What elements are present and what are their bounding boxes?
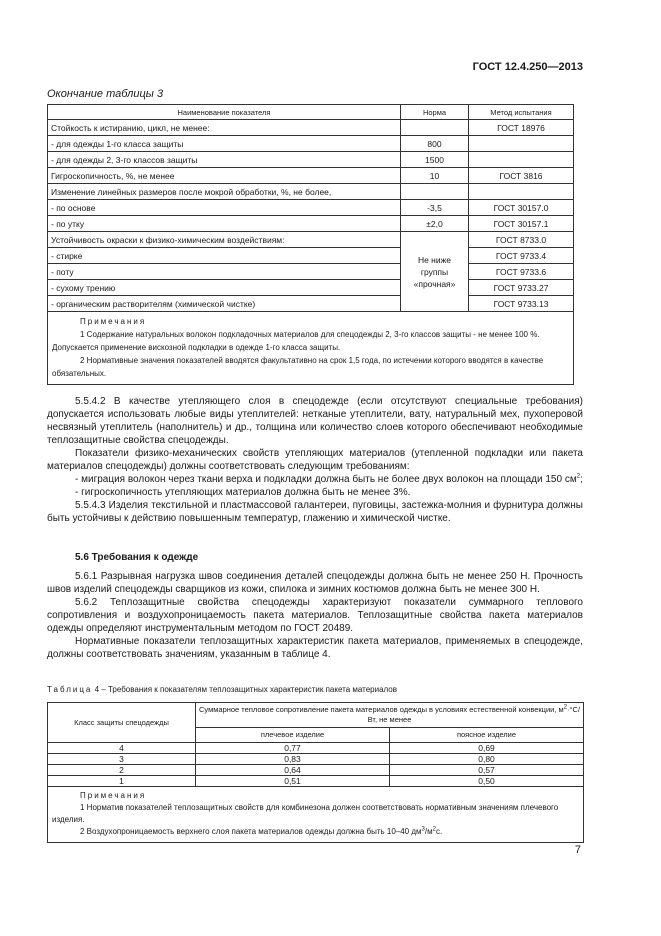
table3-notes-row xyxy=(48,312,574,385)
table-cell: Изменение линейных размеров после мокрой обработки, %, не более, xyxy=(48,184,401,200)
table4-col-waist: поясное изделие xyxy=(390,728,584,743)
paragraph: Нормативные показатели теплозащитных характеристик пакета материалов, применяемых в спецодежде, должны соответствовать значениям, указанным в таблице 4. xyxy=(47,636,583,660)
page-number: 7 xyxy=(574,844,581,856)
paragraph: 5.6.1 Разрывная нагрузка швов соединения деталей спецодежды должна быть не менее 250 Н. Прочность швов изделий спецодежды сварщиков из кожи, спилока и зимних костюмов должна быть не менее 300 Н. xyxy=(47,571,583,595)
table-row xyxy=(48,743,584,754)
table-row xyxy=(48,776,584,787)
table-cell: 1 xyxy=(48,776,196,787)
header-text: Суммарное тепловое сопротивление пакета материалов одежды в условиях естественной конвекции, м xyxy=(199,705,564,714)
table-row xyxy=(48,754,584,765)
note-1: 1 Норматив показателей теплозащитных свойств для комбинезона должен соответствовать нормативным значениям плечевого изделия. xyxy=(52,803,559,824)
section-heading: 5.6 Требования к одежде xyxy=(75,552,199,563)
header-text: ·°С/Вт, не менее xyxy=(367,705,581,724)
table-row xyxy=(48,765,584,776)
note-1: 1 Содержание натуральных волокон подкладочных материалов для спецодежды 2, 3-го классов защиты - не менее 100 %. Допускается применение вискозной подкладки в одежде 1-го класса защиты. xyxy=(52,330,540,352)
table-cell: ГОСТ 3816 xyxy=(469,168,574,184)
paragraph-text: ; xyxy=(580,474,583,485)
table-cell: 0,50 xyxy=(390,776,584,787)
table-row xyxy=(48,168,574,184)
table-cell xyxy=(469,136,574,152)
table3-caption: Окончание таблицы 3 xyxy=(47,88,164,100)
table-cell xyxy=(469,152,574,168)
table-cell: - по основе xyxy=(48,200,401,216)
body-text-upper xyxy=(47,395,583,525)
table-cell: 2 xyxy=(48,765,196,776)
superscript: 3 xyxy=(421,826,425,833)
table-3 xyxy=(47,104,574,385)
table4-header-row xyxy=(48,703,584,728)
table-cell: Гигроскопичность, %, не менее xyxy=(48,168,401,184)
table-row xyxy=(48,248,574,264)
table-row xyxy=(48,184,574,200)
table3-col-method: Метод испытания xyxy=(469,105,574,120)
table-cell: 1500 xyxy=(401,152,469,168)
table-cell: ГОСТ 9733.6 xyxy=(469,264,574,280)
table3-notes xyxy=(48,312,574,385)
table-cell: 0,77 xyxy=(196,743,390,754)
table-cell xyxy=(401,184,469,200)
superscript: 2 xyxy=(576,473,581,480)
table-cell: - поту xyxy=(48,264,401,280)
note-text: 2 Воздухопроницаемость верхнего слоя пакета материалов одежды должна быть 10–40 дм xyxy=(80,827,422,836)
notes-title: Примечания xyxy=(80,317,147,326)
paragraph: 5.5.4.2 В качестве утепляющего слоя в спецодежде (если отсутствуют специальные требования) допускается использовать любые виды утеплителей: нетканые утеплители, вату, натуральный мех, пухоперовой несвязный утеплитель (наполнитель) и др., толщина или количество слоев которого обеспечивают необходимые теплозащитные свойства спецодежды. xyxy=(47,396,583,446)
table4-caption xyxy=(47,685,397,694)
table-cell: Устойчивость окраски к физико-химическим воздействиям: xyxy=(48,232,401,248)
table-cell: 0,83 xyxy=(196,754,390,765)
table-cell: ±2,0 xyxy=(401,216,469,232)
table3-col-norm: Норма xyxy=(401,105,469,120)
table-cell: ГОСТ 9733.4 xyxy=(469,248,574,264)
table-cell-norm-group: Не ниже группы «прочная» xyxy=(401,232,469,312)
table-row xyxy=(48,216,574,232)
table-cell: - стирке xyxy=(48,248,401,264)
table3-col-name: Наименование показателя xyxy=(48,105,401,120)
table-cell: 4 xyxy=(48,743,196,754)
table-row xyxy=(48,200,574,216)
table-4 xyxy=(47,702,584,843)
table-cell: - для одежды 2, 3-го классов защиты xyxy=(48,152,401,168)
table-cell xyxy=(401,120,469,136)
superscript: 2 xyxy=(432,826,436,833)
caption-word: Таблица xyxy=(47,685,93,694)
table-cell: ГОСТ 30157.1 xyxy=(469,216,574,232)
table4-col-shoulder: плечевое изделие xyxy=(196,728,390,743)
table-cell: ГОСТ 8733.0 xyxy=(469,232,574,248)
table-row xyxy=(48,152,574,168)
table-row xyxy=(48,136,574,152)
table-cell: 3 xyxy=(48,754,196,765)
table-cell: 0,51 xyxy=(196,776,390,787)
table-cell: ГОСТ 18976 xyxy=(469,120,574,136)
table4-notes xyxy=(48,787,584,843)
caption-text: 4 – Требования к показателям теплозащитных характеристик пакета материалов xyxy=(94,685,398,694)
paragraph: 5.6.2 Теплозащитные свойства спецодежды характеризуют показатели суммарного теплового сопротивления и воздухопроницаемость пакета материалов. Теплозащитные свойства пакета материалов одежды определяют инструментальным методом по ГОСТ 20489. xyxy=(47,597,583,634)
table-cell: 0,69 xyxy=(390,743,584,754)
table4-col-resistance xyxy=(196,703,584,728)
table-row xyxy=(48,232,574,248)
paragraph-text: - миграция волокон через ткани верха и подкладки должна быть не более двух волокон на площади 150 см xyxy=(75,474,577,485)
table-cell: Стойкость к истиранию, цикл, не менее: xyxy=(48,120,401,136)
standard-number: ГОСТ 12.4.250—2013 xyxy=(472,61,583,73)
table-cell: 10 xyxy=(401,168,469,184)
table-cell: 0,57 xyxy=(390,765,584,776)
note-text: с. xyxy=(435,827,443,836)
table-cell: ГОСТ 30157.0 xyxy=(469,200,574,216)
paragraph: - гигроскопичность утепляющих материалов должна быть не менее 3%. xyxy=(75,487,411,498)
table-cell xyxy=(469,184,574,200)
table-row xyxy=(48,264,574,280)
note-text: /м xyxy=(424,827,433,836)
notes-title: Примечания xyxy=(80,791,147,800)
table-row xyxy=(48,280,574,296)
table-cell: - сухому трению xyxy=(48,280,401,296)
table-cell: -3,5 xyxy=(401,200,469,216)
table3-header-row xyxy=(48,105,574,120)
paragraph: 5.5.4.3 Изделия текстильной и пластмассовой галантереи, пуговицы, застежка-молния и фурнитура должны быть устойчивы к действию повышенным температур, глажению и химической чистке. xyxy=(47,500,583,524)
paragraph xyxy=(47,473,583,486)
paragraph: Показатели физико-механических свойств утепляющих материалов (утепленной подкладки или пакета материалов спецодежды) должны соответствовать следующим требованиям: xyxy=(47,448,583,472)
table-cell: - для одежды 1-го класса защиты xyxy=(48,136,401,152)
table-cell: - по утку xyxy=(48,216,401,232)
table-cell: - органическим растворителям (химической чистке) xyxy=(48,296,401,312)
table-cell: 0,80 xyxy=(390,754,584,765)
note-2 xyxy=(52,826,579,838)
note-2: 2 Нормативные значения показателей вводятся факультативно на срок 1,5 года, по истечении которого вводятся в качестве обязательных. xyxy=(52,356,544,378)
table-row xyxy=(48,120,574,136)
body-text-lower xyxy=(47,551,583,661)
table-row xyxy=(48,296,574,312)
table-cell: 0,64 xyxy=(196,765,390,776)
table-cell: ГОСТ 9733.27 xyxy=(469,280,574,296)
table-cell: 800 xyxy=(401,136,469,152)
table4-notes-row xyxy=(48,787,584,843)
table4-col-class: Класс защиты спецодежды xyxy=(48,703,196,743)
superscript: 2 xyxy=(563,704,568,711)
table-cell: ГОСТ 9733.13 xyxy=(469,296,574,312)
